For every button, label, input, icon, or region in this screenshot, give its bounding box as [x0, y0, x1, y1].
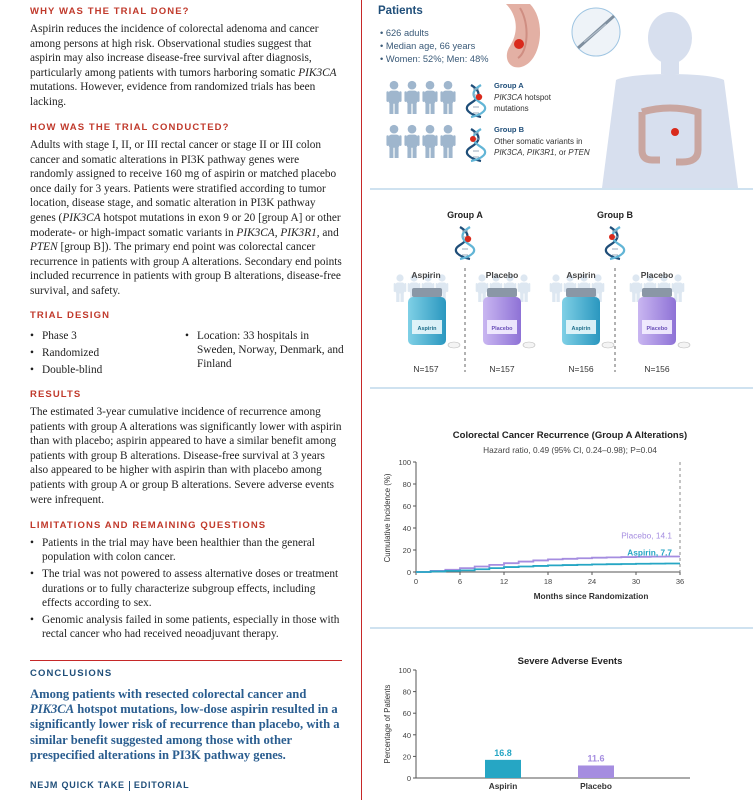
recurrence-line-chart [383, 430, 687, 601]
arms-group-b-label: Group B [597, 210, 633, 220]
design-location [185, 329, 345, 374]
conclusions-divider [30, 660, 342, 661]
how-text: Adults with stage I, II, or III rectal cancer or stage II or III colon cancer and somatic alterations in PI3K pathway genes were randomly assigned to receive 160 mg of aspirin or matched placebo once daily for 3 years. Patients were stratified according to tumor location, disease stage, and somatic alteration in PI3K pathway genes (PIK3CA hotspot mutations in exon 9 or 20 [group A] or other moderate- or high-impact somatic variants in PIK3CA, PIK3R1, and PTEN [group B]). The primary end point was colorectal cancer recurrence in patients with group A alterations. Secondary end points included recurrence in patients with group B alterations, disease-free survival, and safety. [30, 139, 342, 297]
conclusions-heading: CONCLUSIONS [30, 668, 113, 679]
group-a-desc-1: PIK3CA hotspot [494, 93, 551, 102]
dna-icon [606, 227, 624, 259]
patients-title: Patients [378, 5, 423, 17]
bar-chart-ytick-label: 20 [402, 752, 411, 762]
arm-label-aspirin: Aspirin [566, 270, 596, 280]
line-chart-ylabel: Cumulative Incidence (%) [383, 473, 392, 563]
design-list [30, 329, 170, 380]
bar-chart-ytick-label: 100 [398, 666, 411, 675]
why-text: Aspirin reduces the incidence of colorectal adenoma and cancer among persons at high risk. Observational studies suggest that aspirin may also increase disease-free survival after diagnosis, particularly among patients with tumors harboring somatic PIK3CA mutations. However, evidence from randomized trials has been lacking. [30, 23, 337, 108]
design-item: • Phase 3 [30, 329, 170, 343]
bar-chart-ytick-label: 80 [402, 687, 411, 697]
line-chart-ytick-label: 80 [402, 480, 411, 489]
group-b-desc-1: Other somatic variants in [494, 137, 583, 146]
line-chart-title: Colorectal Cancer Recurrence (Group A Alterations) [452, 430, 688, 441]
line-chart-ytick-label: 20 [402, 546, 411, 555]
why-section [30, 6, 342, 110]
arm-label-placebo: Placebo [485, 270, 519, 280]
line-chart-xtick-label: 18 [543, 577, 553, 586]
footer-editorial[interactable]: EDITORIAL [133, 780, 190, 790]
why-heading: WHY WAS THE TRIAL DONE? [30, 6, 190, 17]
limitation-item: • The trial was not powered to assess alternative doses or treatment durations or to fully characterize subgroup effects, including effects according to sex. [30, 567, 342, 610]
adverse-events-bar-chart [383, 656, 690, 791]
line-chart-xtick-label: 36 [675, 577, 685, 586]
group-b-title: Group B [494, 125, 524, 134]
arms-group-a-label: Group A [447, 210, 483, 220]
limitation-item: • Patients in the trial may have been healthier than the general population with colon cancer. [30, 536, 342, 564]
line-chart-xtick-label: 0 [413, 577, 419, 586]
bottle-placebo [638, 288, 690, 348]
bottle-aspirin [408, 288, 460, 348]
line-chart-ytick-label: 0 [406, 568, 411, 577]
design-section [30, 310, 342, 380]
dna-icon [467, 85, 485, 117]
arm-label-placebo: Placebo [640, 270, 674, 280]
design-heading: TRIAL DESIGN [30, 310, 111, 321]
dna-icon [456, 227, 474, 259]
patients-stat-1: • 626 adults [380, 28, 429, 38]
limitations-list [30, 536, 342, 641]
line-chart-ytick-label: 100 [398, 458, 411, 467]
bar-aspirin [485, 760, 521, 778]
line-chart-ytick-label: 60 [402, 502, 411, 511]
bar-category-label: Placebo [580, 781, 612, 791]
line-chart-xtick-label: 24 [587, 577, 597, 586]
bar-chart-ylabel: Percentage of Patients [383, 684, 392, 764]
line-chart-xtick-label: 30 [631, 577, 641, 586]
line-series-label-aspirin: Aspirin, 7.7 [627, 547, 672, 558]
group-a-people [386, 81, 455, 114]
arm-n: N=157 [489, 364, 515, 374]
limitations-section [30, 520, 342, 644]
arm-n: N=156 [644, 364, 670, 374]
line-chart-xtick-label: 6 [457, 577, 463, 586]
footer [30, 780, 189, 791]
group-a-desc-2: mutations [494, 104, 529, 113]
design-item: • Randomized [30, 346, 170, 360]
conclusions-section [30, 668, 342, 763]
how-section [30, 122, 342, 299]
patients-stat-2: • Median age, 66 years [380, 41, 476, 51]
column-divider [361, 0, 362, 800]
body-silhouette [602, 12, 738, 188]
bar-chart-ytick-label: 60 [402, 709, 411, 719]
bar-chart-ytick-label: 0 [406, 774, 411, 783]
svg-text:Aspirin: Aspirin [571, 326, 591, 332]
svg-text:Aspirin: Aspirin [417, 326, 437, 332]
how-heading: HOW WAS THE TRIAL CONDUCTED? [30, 122, 230, 133]
dna-icon [467, 129, 485, 161]
limitation-item: • Genomic analysis failed in some patients, especially in those with rectal cancer who had received neoadjuvant therapy. [30, 613, 342, 641]
design-location-text: • Location: 33 hospitals in Sweden, Norway, Denmark, and Finland [185, 329, 345, 371]
group-a-title: Group A [494, 81, 524, 90]
bar-value-label: 16.8 [494, 747, 512, 758]
line-chart-subtitle: Hazard ratio, 0.49 (95% CI, 0.24–0.98); P=0.04 [483, 445, 657, 455]
results-text: The estimated 3-year cumulative incidence of recurrence among patients with group A alterations was significantly lower with aspirin than with placebo; aspirin appeared to have a similar benefit among patients with group B alterations. Disease-free survival at 3 years also appeared to be higher with aspirin than with placebo among patients with group A or group B alterations. Severe adverse events were infrequent. [30, 406, 342, 506]
bar-category-label: Aspirin [488, 781, 518, 791]
patients-stat-3: • Women: 52%; Men: 48% [380, 54, 489, 64]
line-chart-ytick-label: 40 [402, 524, 411, 533]
bar-placebo [578, 765, 614, 778]
arm-label-aspirin: Aspirin [411, 270, 441, 280]
arm-n: N=156 [568, 364, 594, 374]
line-series-aspirin [416, 564, 680, 572]
group-b-people [386, 125, 455, 158]
line-chart-xlabel: Months since Randomization [533, 591, 649, 601]
limitations-heading: LIMITATIONS AND REMAINING QUESTIONS [30, 520, 267, 531]
line-series-label-placebo: Placebo, 14.1 [621, 530, 672, 541]
arm-n: N=157 [413, 364, 439, 374]
right-infographic [370, 0, 753, 800]
bar-chart-ytick-label: 40 [402, 730, 411, 740]
footer-quick-take[interactable]: NEJM QUICK TAKE [30, 780, 125, 790]
conclusions-text: Among patients with resected colorectal cancer and PIK3CA hotspot mutations, low-dose aspirin resulted in a significantly lower risk of recurrence than placebo, with a similar benefit suggested among those with other prespecified alterations in PI3K pathway genes. [30, 687, 340, 762]
results-section [30, 389, 342, 507]
bar-value-label: 11.6 [587, 753, 605, 764]
group-b-desc-2: PIK3CA, PIK3R1, or PTEN [494, 148, 590, 157]
line-chart-xtick-label: 12 [499, 577, 509, 586]
bar-chart-title: Severe Adverse Events [517, 656, 623, 667]
left-column [0, 0, 360, 800]
colon-illustration [506, 4, 620, 67]
svg-text:Placebo: Placebo [491, 326, 513, 332]
svg-text:Placebo: Placebo [646, 326, 668, 332]
design-item: • Double-blind [30, 363, 170, 377]
bottle-aspirin [562, 288, 614, 348]
results-heading: RESULTS [30, 389, 82, 400]
